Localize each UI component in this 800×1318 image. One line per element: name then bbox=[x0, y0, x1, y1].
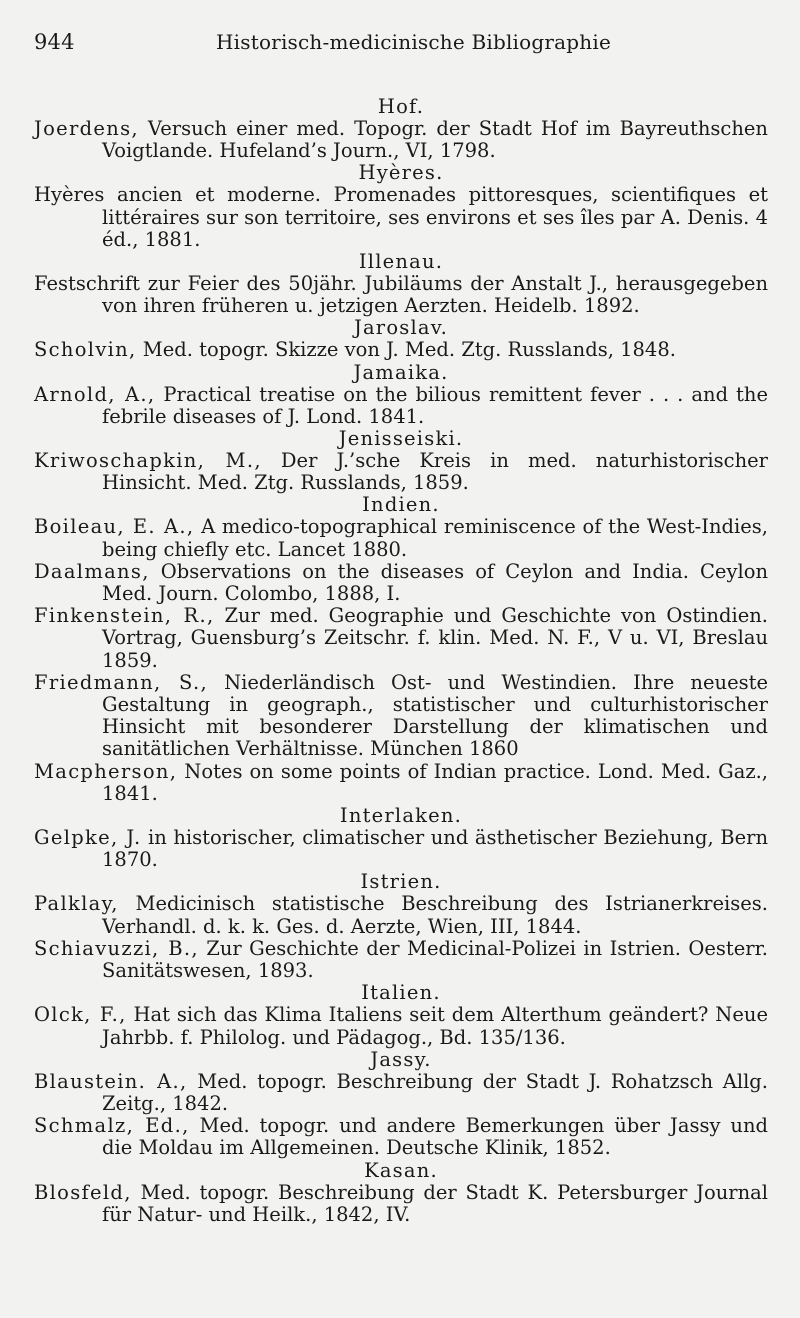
page-header bbox=[34, 30, 768, 64]
entry-author: Gelpke, J. bbox=[34, 826, 142, 850]
bibliography-entry bbox=[34, 938, 768, 982]
bibliography-body bbox=[34, 96, 768, 1226]
entry-author: Kriwoschapkin, M., bbox=[34, 449, 262, 473]
bibliography-entry bbox=[34, 605, 768, 672]
section-heading: Italien. bbox=[361, 981, 441, 1005]
entry-text: Zur Geschichte der Medicinal-Polizei in Istrien. Oesterr. Sanitätswesen, 1893. bbox=[102, 936, 769, 983]
bibliography-entry bbox=[34, 561, 768, 605]
entry-text: Hyères ancien et moderne. Promenades pittoresques, scientifiques et littéraires sur son territoire, ses environs et ses îles par A. Denis. 4 éd., 1881. bbox=[34, 183, 768, 251]
bibliography-entry bbox=[34, 450, 768, 494]
bibliography-section bbox=[34, 251, 768, 317]
bibliography-section bbox=[34, 805, 768, 871]
bibliography-entry bbox=[34, 384, 768, 428]
entry-author: Blaustein. A., bbox=[34, 1069, 188, 1093]
bibliography-section bbox=[34, 362, 768, 428]
entry-text: Med. topogr. Skizze von J. Med. Ztg. Russlands, 1848. bbox=[136, 338, 676, 362]
entry-text: A medico-topographical reminiscence of the West-Indies, being chiefly etc. Lancet 1880. bbox=[102, 515, 768, 561]
section-heading: Indien. bbox=[362, 493, 440, 517]
bibliography-entry bbox=[34, 1115, 768, 1159]
running-title: Historisch-medicinische Bibliographie bbox=[216, 30, 611, 54]
bibliography-entry bbox=[34, 827, 768, 871]
bibliography-entry bbox=[34, 1182, 768, 1226]
entry-text: Medicinisch statistische Beschreibung des Istrianerkreises. Verhandl. d. k. k. Ges. d. Aerzte, Wien, III, 1844. bbox=[102, 892, 768, 938]
entry-text: Festschrift zur Feier des 50jähr. Jubiläums der Anstalt J., herausgegeben von ihren früheren u. jetzigen Aerzten. Heidelb. 1892. bbox=[34, 272, 768, 318]
bibliography-section bbox=[34, 428, 768, 494]
entry-text: Hat sich das Klima Italiens seit dem Alterthum geändert? Neue Jahrbb. f. Philolog. und Pädagog., Bd. 135/136. bbox=[102, 1003, 768, 1049]
entry-author: Scholvin, bbox=[34, 338, 137, 362]
section-heading: Kasan. bbox=[364, 1158, 438, 1182]
entry-text: Med. topogr. Beschreibung der Stadt J. Rohatzsch Allg. Zeitg., 1842. bbox=[102, 1069, 768, 1115]
bibliography-entry bbox=[34, 761, 768, 805]
section-heading: Hof. bbox=[377, 95, 425, 118]
entry-author: Macpherson, bbox=[34, 759, 178, 783]
section-heading: Interlaken. bbox=[339, 804, 463, 828]
bibliography-section bbox=[34, 1160, 768, 1226]
entry-author: Schmalz, Ed., bbox=[34, 1114, 190, 1138]
entry-text: Practical treatise on the bilious remittent fever . . . and the febrile diseases of J. Lond. 1841. bbox=[102, 382, 768, 428]
entry-author: Joerdens, bbox=[34, 117, 139, 140]
bibliography-entry bbox=[34, 516, 768, 560]
bibliography-entry bbox=[34, 1071, 768, 1115]
bibliography-section bbox=[34, 871, 768, 982]
bibliography-entry bbox=[34, 672, 768, 761]
bibliography-section bbox=[34, 96, 768, 162]
entry-author: Schiavuzzi, B., bbox=[34, 936, 199, 960]
entry-author: Arnold, A., bbox=[34, 382, 156, 406]
entry-author: Daalmans, bbox=[34, 559, 150, 583]
entry-author: Finkenstein, R., bbox=[34, 604, 215, 628]
section-heading: Illenau. bbox=[358, 250, 444, 274]
entry-author: Olck, F., bbox=[34, 1003, 127, 1027]
bibliography-section bbox=[34, 494, 768, 805]
section-heading: Jaroslav. bbox=[353, 316, 449, 340]
section-heading: Istrien. bbox=[360, 870, 442, 894]
section-heading: Jassy. bbox=[370, 1047, 432, 1071]
bibliography-section bbox=[34, 1049, 768, 1160]
entry-author: Friedmann, S., bbox=[34, 670, 208, 694]
section-heading: Jenisseiski. bbox=[338, 427, 464, 451]
entry-author: Boileau, E. A., bbox=[34, 515, 195, 539]
entry-text: Niederländisch Ost- und Westindien. Ihre neueste Gestaltung in geograph., statistischer und culturhistorischer Hinsicht mit besonderer Darstellung der klimatischen und sanitätlichen Verhältnisse. München 1860 bbox=[102, 670, 768, 761]
bibliography-entry bbox=[34, 118, 768, 162]
entry-text: Versuch einer med. Topogr. der Stadt Hof im Bayreuthschen Voigtlande. Hufeland’s Journ., VI, 1798. bbox=[102, 117, 768, 163]
entry-text: Med. topogr. Beschreibung der Stadt K. Petersburger Journal für Natur- und Heilk., 1842, IV. bbox=[102, 1180, 768, 1226]
bibliography-section bbox=[34, 317, 768, 361]
section-heading: Hyères. bbox=[358, 161, 444, 185]
bibliography-entry bbox=[34, 1004, 768, 1048]
entry-text: Zur med. Geographie und Geschichte von Ostindien. Vortrag, Guensburg’s Zeitschr. f. klin. Med. N. F., V u. VI, Breslau 1859. bbox=[102, 604, 768, 672]
bibliography-entry bbox=[34, 893, 768, 937]
entry-text: Med. topogr. und andere Bemerkungen über Jassy und die Moldau im Allgemeinen. Deutsche Klinik, 1852. bbox=[102, 1114, 768, 1160]
entry-author: Blosfeld, bbox=[34, 1180, 132, 1204]
section-heading: Jamaika. bbox=[353, 360, 449, 384]
entry-text: Observations on the diseases of Ceylon and India. Ceylon Med. Journ. Colombo, 1888, I. bbox=[102, 559, 768, 606]
page-number: 944 bbox=[34, 30, 75, 54]
entry-author: Palklay, bbox=[34, 892, 119, 916]
bibliography-entry bbox=[34, 184, 768, 251]
entry-text: Notes on some points of Indian practice. Lond. Med. Gaz., 1841. bbox=[102, 759, 768, 805]
bibliography-entry bbox=[34, 273, 768, 317]
entry-text: in historischer, climatischer und ästhetischer Beziehung, Bern 1870. bbox=[102, 826, 769, 872]
bibliography-section bbox=[34, 162, 768, 251]
bibliography-entry bbox=[34, 339, 768, 361]
bibliography-section bbox=[34, 982, 768, 1048]
entry-text: Der J.’sche Kreis in med. naturhistorischer Hinsicht. Med. Ztg. Russlands, 1859. bbox=[102, 449, 768, 495]
